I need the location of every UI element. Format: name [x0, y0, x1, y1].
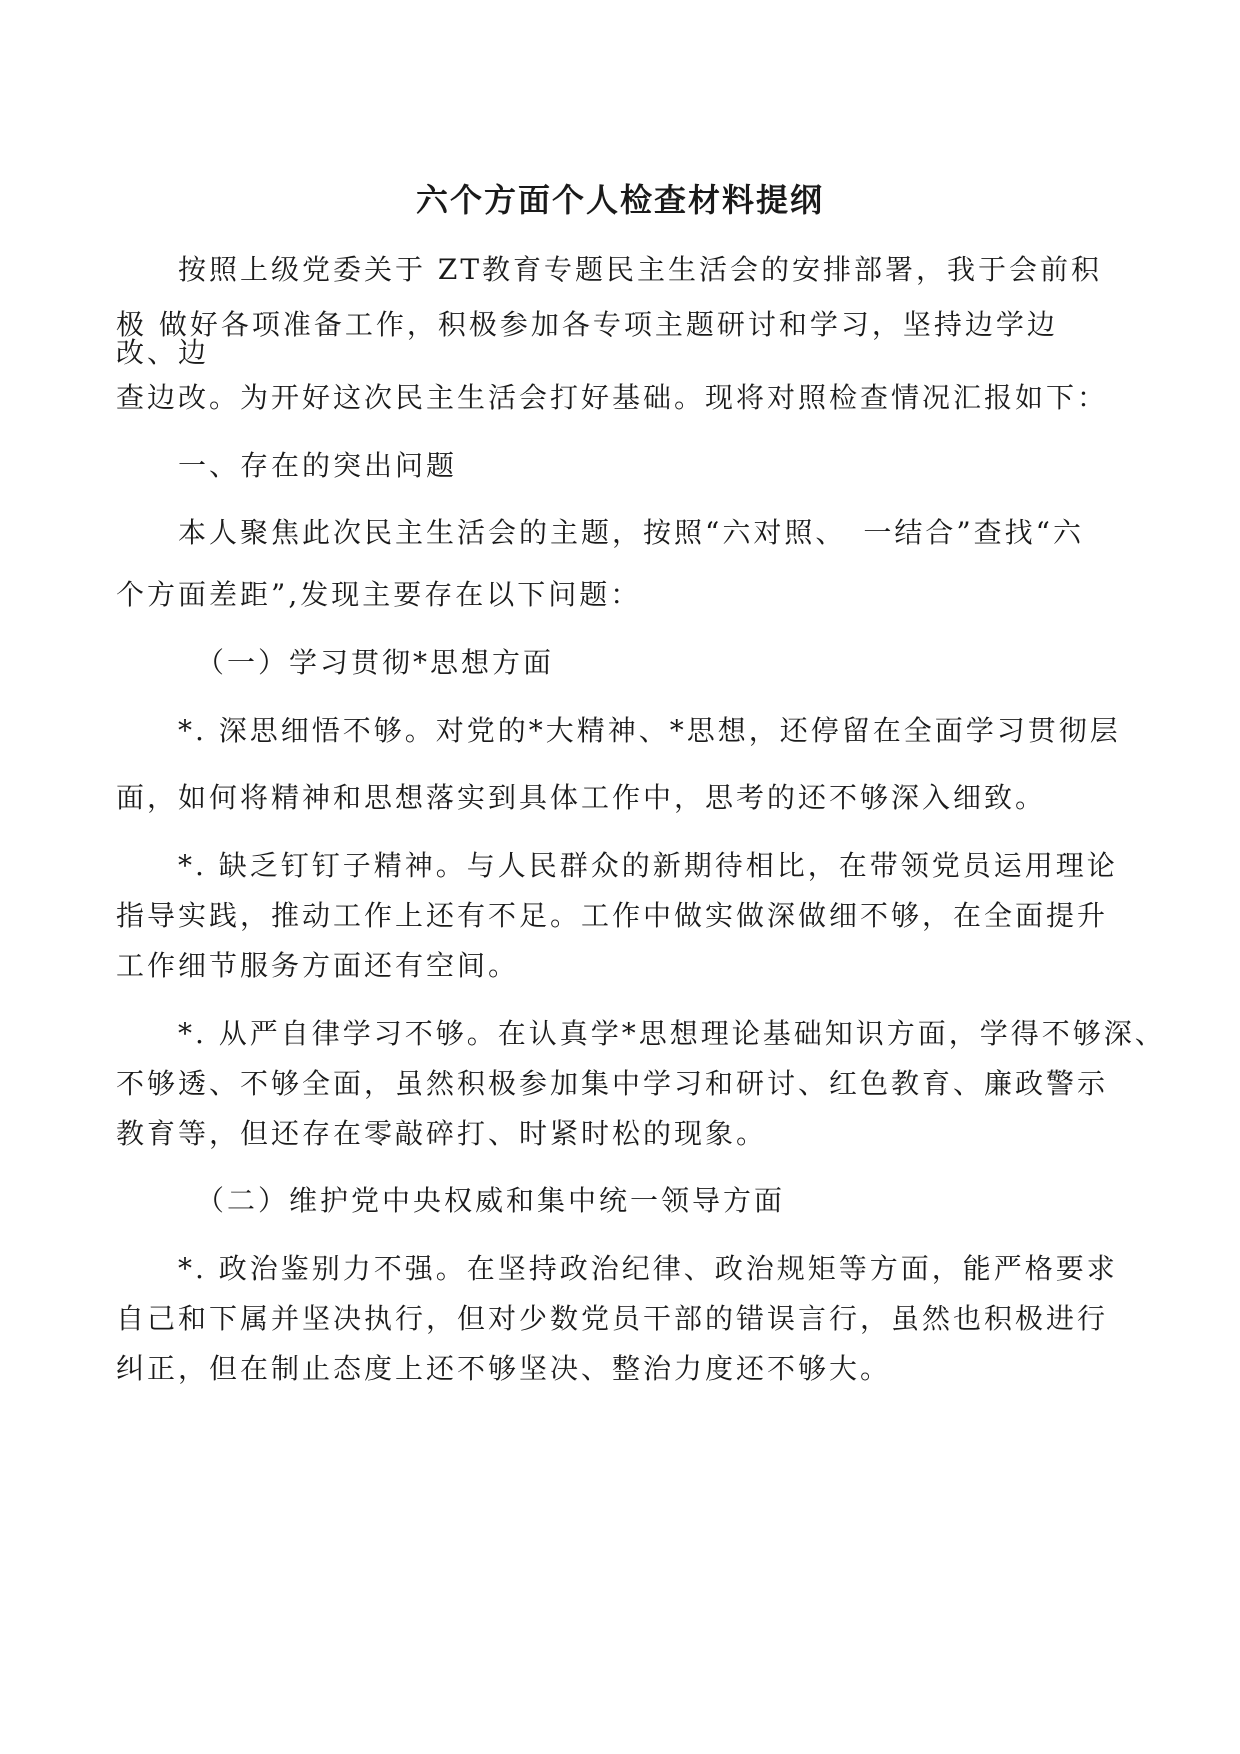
paragraph-line: 本人聚焦此次民主生活会的主题，按照“六对照、 一结合”查找“六	[178, 516, 1084, 549]
paragraph-line: 工作细节服务方面还有空间。	[116, 949, 520, 982]
paragraph-line: 纠正，但在制止态度上还不够坚决、整治力度还不够大。	[116, 1352, 892, 1385]
paragraph-line: 极 做好各项准备工作，积极参加各专项主题研讨和学习，坚持边学边	[116, 308, 1058, 341]
paragraph-line: 自己和下属并坚决执行，但对少数党员干部的错误言行，虽然也积极进行	[116, 1302, 1109, 1335]
document-title: 六个方面个人检查材料提纲	[415, 181, 824, 219]
paragraph-line: 教育等，但还存在零敲碎打、时紧时松的现象。	[116, 1117, 768, 1150]
paragraph-line: 不够透、不够全面，虽然积极参加集中学习和研讨、红色教育、廉政警示	[116, 1067, 1109, 1100]
paragraph-line: 个方面差距”,发现主要存在以下问题：	[116, 578, 642, 611]
paragraph-line: 指导实践，推动工作上还有不足。工作中做实做深做细不够，在全面提升	[116, 899, 1109, 932]
paragraph-line: *. 从严自律学习不够。在认真学*思想理论基础知识方面，学得不够深、	[178, 1017, 1166, 1050]
paragraph-line: *. 政治鉴别力不强。在坚持政治纪律、政治规矩等方面，能严格要求	[178, 1252, 1118, 1285]
paragraph-line: 改、边	[116, 336, 210, 369]
subsection-heading: （二）维护党中央权威和集中统一领导方面	[196, 1184, 786, 1217]
paragraph-line: 查边改。为开好这次民主生活会打好基础。现将对照检查情况汇报如下：	[116, 381, 1109, 414]
paragraph-line: 面，如何将精神和思想落实到具体工作中，思考的还不够深入细致。	[116, 781, 1047, 814]
paragraph-line: *. 深思细悟不够。对党的*大精神、*思想，还停留在全面学习贯彻层	[178, 714, 1121, 747]
paragraph-line: *. 缺乏钉钉子精神。与人民群众的新期待相比，在带领党员运用理论	[178, 849, 1118, 882]
paragraph-line: 按照上级党委关于 ZT教育专题民主生活会的安排部署，我于会前积	[178, 253, 1103, 286]
section-heading: 一、存在的突出问题	[178, 449, 458, 482]
subsection-heading: （一）学习贯彻*思想方面	[196, 646, 555, 679]
